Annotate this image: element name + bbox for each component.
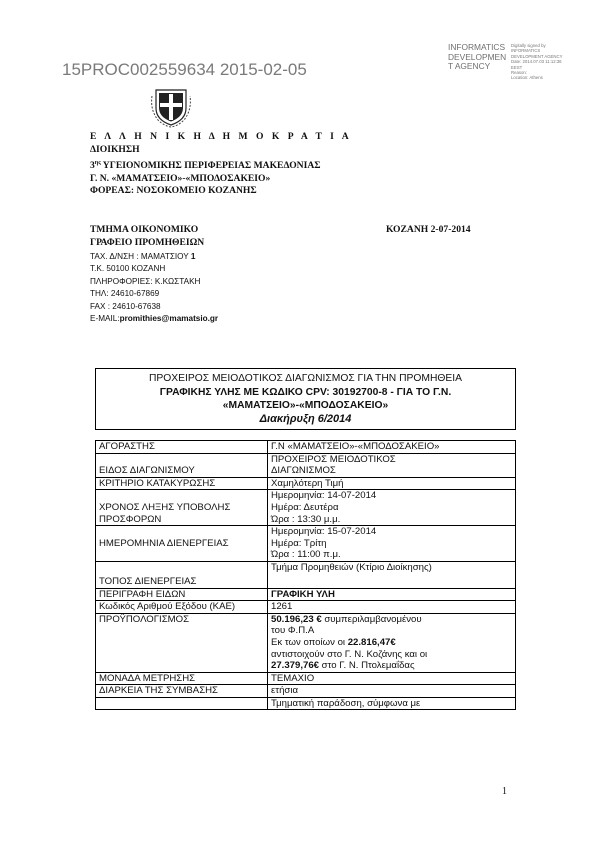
digital-signature-details	[511, 43, 571, 81]
table-row	[96, 697, 516, 710]
title-line-3: «ΜΑΜΑΤΣΕΙΟ»-«ΜΠΟΔΟΣΑΚΕΙΟ»	[222, 400, 389, 412]
row-label: ΠΕΡΙΓΡΑΦΗ ΕΙΔΩΝ	[96, 588, 268, 601]
sig-detail-line: Date: 2014.07.03 11:12:36	[511, 59, 562, 65]
address-number: 1	[190, 252, 196, 261]
table-row	[96, 672, 516, 685]
budget-text: στο Γ. Ν. Πτολεμαΐδας	[319, 660, 415, 672]
row-value	[268, 453, 516, 477]
title-line-2: ΓΡΑΦΙΚΗΣ ΥΛΗΣ ΜΕ ΚΩΔΙΚΟ CPV: 30192700-8 - ΓΙΑ ΤΟ Γ.Ν.	[159, 386, 452, 398]
fax: FAX : 24610-67638	[90, 301, 161, 311]
row-label: ΕΙΔΟΣ ΔΙΑΓΩΝΙΣΜΟΥ	[96, 453, 268, 477]
country-name: Ε Λ Λ Η Ν Ι Κ Η Δ Η Μ Ο Κ Ρ Α Τ Ι Α	[90, 131, 352, 142]
table-row	[96, 490, 516, 526]
declaration-number: Διακήρυξη 6/2014	[259, 412, 352, 425]
row-label	[96, 697, 268, 710]
row-label: ΔΙΑΡΚΕΙΑ ΤΗΣ ΣΥΜΒΑΣΗΣ	[96, 685, 268, 698]
row-label	[96, 490, 268, 526]
legal-body: ΦΟΡΕΑΣ: ΝΟΣΟΚΟΜΕΙΟ ΚΟΖΑΝΗΣ	[90, 185, 257, 197]
label-line: ΧΡΟΝΟΣ ΛΗΞΗΣ ΥΠΟΒΟΛΗΣ	[99, 501, 231, 513]
table-row	[96, 601, 516, 614]
table-row	[96, 613, 516, 672]
row-label: ΗΜΕΡΟΜΗΝΙΑ ΔΙΕΝΕΡΓΕΙΑΣ	[96, 526, 268, 562]
postal-code: Τ.Κ. 50100 ΚΟΖΑΝΗ	[90, 264, 166, 274]
address-label: ΤΑΧ. Δ/ΝΣΗ : ΜΑΜΑΤΣΙΟΥ	[90, 252, 191, 261]
value-line: Ημέρα: Τρίτη	[271, 537, 327, 549]
row-value: ΤΕΜΑΧΙΟ	[268, 672, 516, 685]
administration: ΔΙΟΙΚΗΣΗ	[90, 143, 140, 155]
greek-coat-of-arms-icon	[150, 86, 192, 128]
budget-total: 50.196,23 €	[271, 613, 322, 625]
row-value: Γ.Ν «ΜΑΜΑΤΣΕΙΟ»-«ΜΠΟΔΟΣΑΚΕΙΟ»	[268, 441, 516, 454]
digital-signature-org	[448, 43, 506, 72]
value-line: του Φ.Π.Α	[271, 625, 315, 637]
hospital-name: Γ. Ν. «ΜΑΜΑΤΣΕΙΟ»-«ΜΠΟΔΟΣΑΚΕΙΟ»	[90, 172, 271, 184]
row-label: ΤΟΠΟΣ ΔΙΕΝΕΡΓΕΙΑΣ	[96, 561, 268, 588]
row-value: ΓΡΑΦΙΚΗ ΥΛΗ	[268, 588, 516, 601]
value-line: Ώρα : 13:30 μ.μ.	[271, 513, 341, 525]
value-line	[271, 660, 513, 672]
budget-kozani: 22.816,47€	[347, 636, 396, 648]
row-label: ΚΡΙΤΗΡΙΟ ΚΑΤΑΚΥΡΩΣΗΣ	[96, 477, 268, 490]
tender-spec-table	[95, 440, 516, 710]
value-line: ΔΙΑΓΩΝΙΣΜΟΣ	[271, 465, 336, 477]
row-value	[268, 526, 516, 562]
contact-block	[90, 251, 218, 325]
row-label: ΜΟΝΑΔΑ ΜΕΤΡΗΣΗΣ	[96, 672, 268, 685]
department-block	[90, 224, 204, 249]
row-value: ετήσια	[268, 685, 516, 698]
value-line: Ημέρα: Δευτέρα	[271, 501, 339, 513]
issuer-header	[90, 131, 352, 198]
row-value: 1261	[268, 601, 516, 614]
info-contact: ΠΛΗΡΟΦΟΡΙΕΣ: Κ.ΚΩΣΤΑΚΗ	[90, 276, 201, 286]
row-value: Τμήμα Προμηθειών (Κτίριο Διοίκησης)	[268, 561, 516, 588]
page-number: 1	[502, 786, 507, 797]
value-line	[271, 614, 513, 626]
sig-org-line: DEVELOPMEN	[448, 51, 507, 62]
email-label: E-MAIL:	[90, 314, 120, 324]
email	[90, 313, 218, 325]
sig-org-line: T AGENCY	[448, 61, 491, 72]
table-row	[96, 526, 516, 562]
table-row	[96, 477, 516, 490]
row-label: ΠΡΟΫΠΟΛΟΓΙΣΜΟΣ	[96, 613, 268, 672]
department-name: ΤΜΗΜΑ ΟΙΚΟΝΟΜΙΚΟ	[90, 224, 199, 235]
value-line	[271, 637, 513, 649]
region-name: ΥΓΕΙΟΝΟΜΙΚΗΣ ΠΕΡΙΦΕΡΕΙΑΣ ΜΑΚΕΔΟΝΙΑΣ	[100, 159, 321, 171]
table-row	[96, 685, 516, 698]
office-name: ΓΡΑΦΕΙΟ ΠΡΟΜΗΘΕΙΩΝ	[90, 236, 205, 248]
row-value	[268, 490, 516, 526]
document-stamp-id: 15PROC002559634 2015-02-05	[62, 60, 307, 79]
budget-ptolemaida: 27.379,76€	[271, 660, 320, 672]
tender-title-box	[95, 368, 516, 430]
row-label: ΑΓΟΡΑΣΤΗΣ	[96, 441, 268, 454]
row-label: Κωδικός Αριθμού Εξόδου (ΚΑΕ)	[96, 601, 268, 614]
email-address[interactable]: promithies@mamatsio.gr	[119, 314, 219, 324]
value-line: Ημερομηνία: 14-07-2014	[271, 490, 377, 502]
health-region	[90, 157, 352, 173]
table-row	[96, 588, 516, 601]
title-line-1: ΠΡΟΧΕΙΡΟΣ ΜΕΙΟΔΟΤΙΚΟΣ ΔΙΑΓΩΝΙΣΜΟΣ ΓΙΑ ΤΗΝ ΠΡΟΜΗΘΕΙΑ	[148, 373, 463, 384]
address	[90, 251, 218, 263]
region-number: 3	[90, 159, 95, 171]
budget-text: συμπεριλαμβανομένου	[321, 613, 422, 625]
table-row	[96, 561, 516, 588]
row-value: Χαμηλότερη Τιμή	[268, 477, 516, 490]
budget-text: Εκ των οποίων οι	[271, 636, 348, 648]
label-line: ΠΡΟΣΦΟΡΩΝ	[99, 513, 162, 525]
sig-detail-line: EEST	[511, 64, 523, 70]
region-superscript: ης	[94, 159, 101, 166]
table-row	[96, 453, 516, 477]
value-line: αντιστοιχούν στο Γ. Ν. Κοζάνης και οι	[271, 648, 428, 660]
sig-detail-line: Reason:	[511, 70, 528, 76]
value-line: Ημερομηνία: 15-07-2014	[271, 526, 377, 538]
sig-detail-line: Location: Athens	[511, 75, 543, 81]
phone: ΤΗΛ: 24610-67869	[90, 289, 160, 299]
value-line: ΠΡΟΧΕΙΡΟΣ ΜΕΙΟΔΟΤΙΚΟΣ	[271, 453, 396, 465]
sig-detail-line: DEVELOPMENT AGENCY	[511, 53, 563, 59]
row-value	[268, 613, 516, 672]
table-row	[96, 441, 516, 454]
sig-detail-line: INFORMATICS	[511, 48, 541, 54]
value-line: Ώρα : 11:00 π.μ.	[271, 549, 341, 561]
sig-detail-line: Digitally signed by	[511, 43, 546, 48]
row-value: Τμηματική παράδοση, σύμφωνα με	[268, 697, 516, 710]
sig-org-line: INFORMATICS	[448, 42, 506, 52]
document-date: ΚΟΖΑΝΗ 2-07-2014	[386, 224, 471, 235]
